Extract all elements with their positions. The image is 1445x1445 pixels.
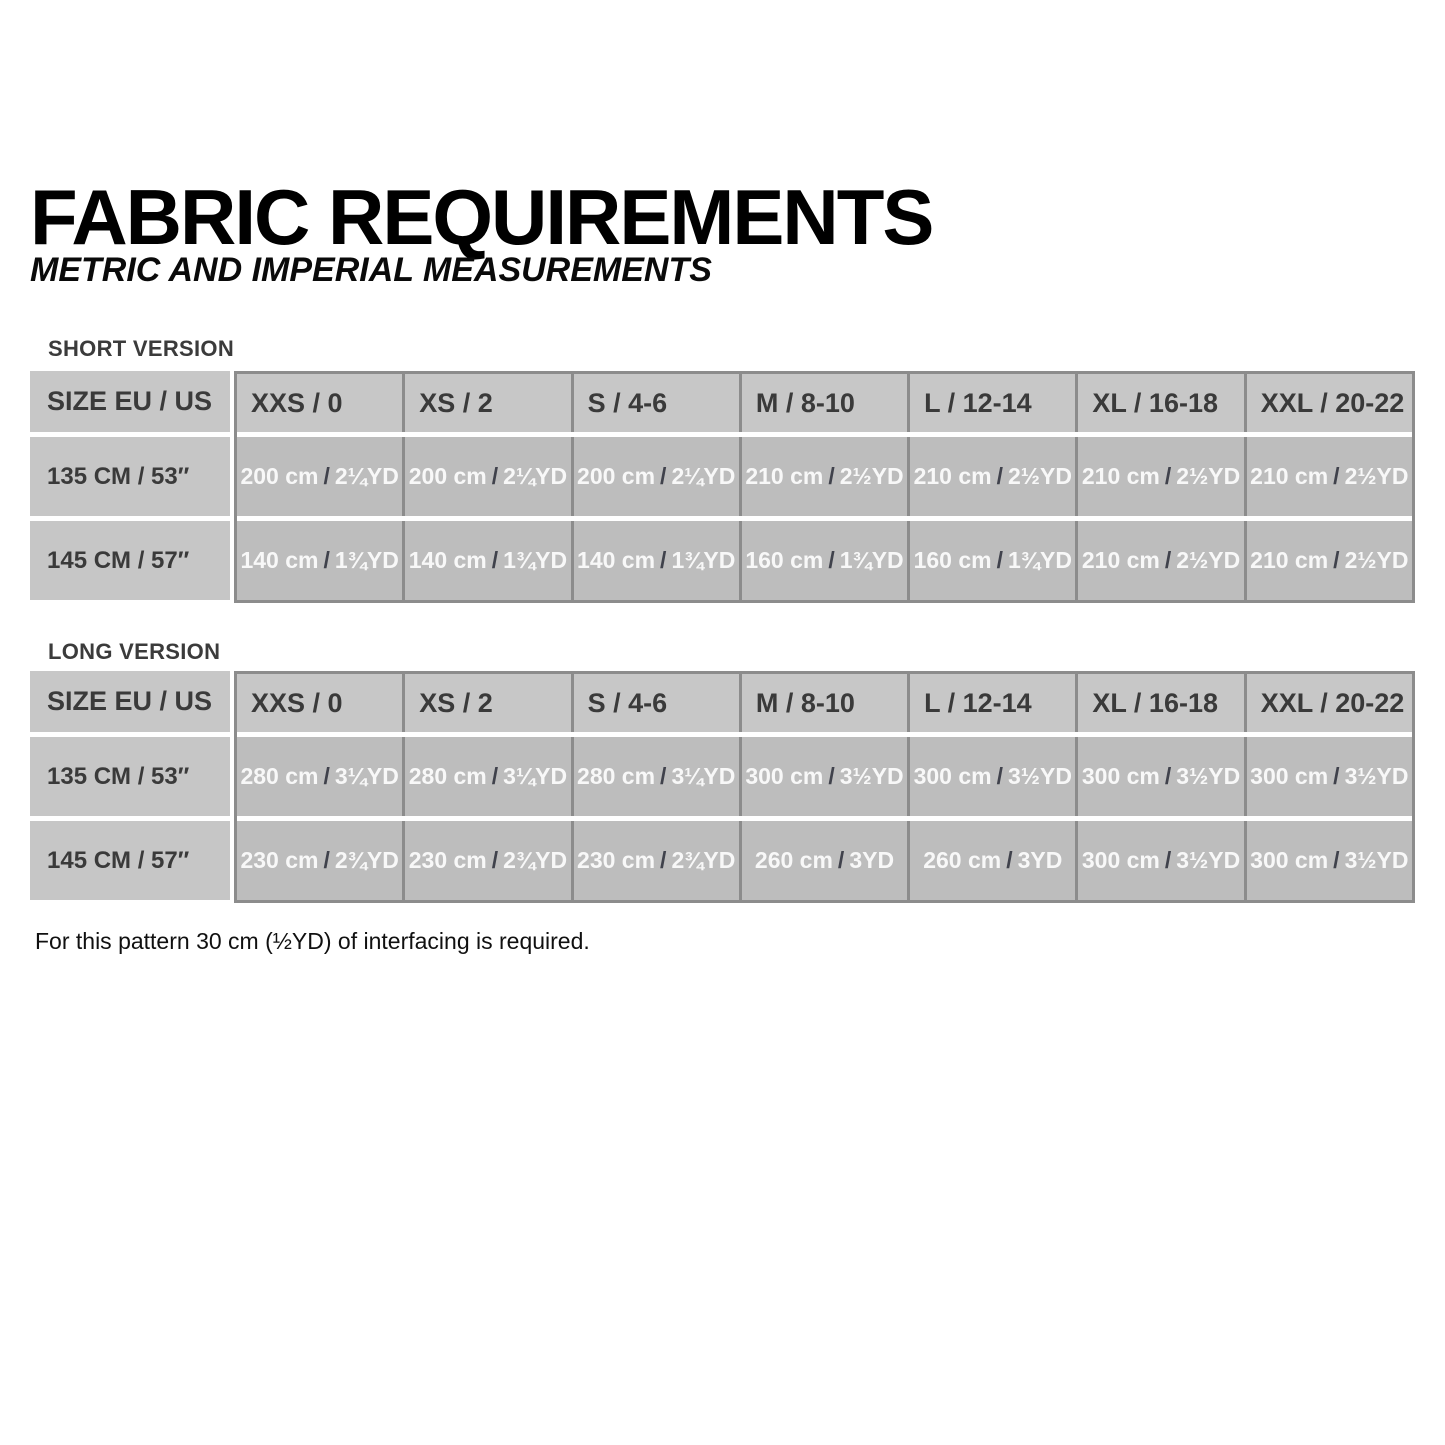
value-separator: / (1164, 763, 1172, 789)
imperial-value: 2½YD (839, 463, 904, 489)
value-separator: / (828, 763, 835, 789)
value-separator: / (996, 547, 1003, 573)
imperial-value: 3¼YD (671, 763, 736, 789)
imperial-value: 3½YD (1008, 763, 1072, 789)
metric-value: 300 cm (913, 763, 992, 789)
fabric-cell (574, 821, 742, 900)
imperial-value: 2¾YD (503, 847, 568, 873)
fabric-cell (237, 521, 405, 600)
fabric-cell (405, 437, 573, 516)
size-header-cell: XXS / 0 (237, 374, 405, 432)
imperial-value: 2¼YD (671, 463, 736, 489)
fabric-data-block (234, 671, 1415, 903)
size-header-cell: XXS / 0 (237, 674, 405, 732)
fabric-cell (742, 437, 910, 516)
fabric-cell (910, 821, 1078, 900)
size-header-row (237, 374, 1412, 432)
metric-value: 300 cm (745, 763, 824, 789)
imperial-value: 3½YD (1344, 847, 1409, 873)
fabric-cell (1078, 437, 1246, 516)
fabric-cell (1078, 737, 1246, 816)
value-separator: / (828, 547, 835, 573)
fabric-data-block (234, 371, 1415, 603)
imperial-value: 2¼YD (503, 463, 568, 489)
section-label-short-version: SHORT VERSION (48, 336, 235, 361)
fabric-cell (742, 521, 910, 600)
row-label-cell: 135 CM / 53″ (30, 437, 230, 516)
page-subtitle: METRIC AND IMPERIAL MEASUREMENTS (30, 251, 712, 290)
size-header-cell: L / 12-14 (910, 674, 1078, 732)
fabric-cell (1247, 437, 1412, 516)
value-separator: / (323, 463, 330, 489)
value-separator: / (1333, 463, 1340, 489)
size-header-cell: L / 12-14 (910, 374, 1078, 432)
metric-value: 160 cm (913, 547, 992, 573)
fabric-cell (405, 521, 573, 600)
imperial-value: 3YD (1017, 847, 1063, 873)
size-header-cell: M / 8-10 (742, 674, 910, 732)
imperial-value: 1¾YD (671, 547, 736, 573)
value-separator: / (660, 763, 667, 789)
metric-value: 140 cm (577, 547, 656, 573)
size-header-cell: XXL / 20-22 (1247, 674, 1412, 732)
value-separator: / (1006, 847, 1013, 873)
page-title: FABRIC REQUIREMENTS (30, 173, 933, 262)
metric-value: 210 cm (1250, 547, 1329, 573)
imperial-value: 2¾YD (334, 847, 399, 873)
imperial-value: 3¼YD (503, 763, 568, 789)
value-separator: / (837, 847, 845, 873)
metric-value: 210 cm (913, 463, 992, 489)
size-label-column (30, 671, 230, 900)
metric-value: 140 cm (408, 547, 487, 573)
fabric-table-long-version (30, 671, 1415, 903)
size-header-cell: S / 4-6 (574, 374, 742, 432)
fabric-table-short-version (30, 371, 1415, 603)
fabric-cell (910, 737, 1078, 816)
metric-value: 210 cm (1250, 463, 1329, 489)
fabric-row (237, 737, 1412, 816)
fabric-cell (1247, 821, 1412, 900)
metric-value: 210 cm (1081, 547, 1160, 573)
value-separator: / (1333, 847, 1340, 873)
fabric-cell (574, 521, 742, 600)
metric-value: 280 cm (408, 763, 487, 789)
size-header-cell: XL / 16-18 (1078, 374, 1246, 432)
value-separator: / (996, 463, 1003, 489)
imperial-value: 2½YD (1176, 547, 1241, 573)
fabric-cell (237, 437, 405, 516)
fabric-row (237, 437, 1412, 516)
fabric-cell (1078, 521, 1246, 600)
metric-value: 280 cm (240, 763, 319, 789)
fabric-cell (237, 737, 405, 816)
imperial-value: 3YD (849, 847, 895, 873)
imperial-value: 2¾YD (671, 847, 736, 873)
metric-value: 210 cm (1081, 463, 1160, 489)
fabric-cell (910, 437, 1078, 516)
value-separator: / (491, 847, 499, 873)
size-label-column (30, 371, 230, 600)
size-header-cell: XS / 2 (405, 674, 573, 732)
fabric-cell (742, 821, 910, 900)
imperial-value: 2½YD (1344, 547, 1409, 573)
imperial-value: 1¾YD (503, 547, 568, 573)
interfacing-footnote: For this pattern 30 cm (½YD) of interfacing is required. (35, 928, 590, 954)
row-label-cell: 145 CM / 57″ (30, 521, 230, 600)
value-separator: / (828, 463, 835, 489)
metric-value: 140 cm (240, 547, 319, 573)
fabric-cell (1247, 521, 1412, 600)
imperial-value: 2½YD (1176, 463, 1241, 489)
section-label-long-version: LONG VERSION (48, 639, 221, 664)
metric-value: 200 cm (577, 463, 656, 489)
value-separator: / (660, 463, 667, 489)
fabric-cell (405, 737, 573, 816)
imperial-value: 3¼YD (334, 763, 399, 789)
fabric-cell (405, 821, 573, 900)
value-separator: / (323, 763, 330, 789)
metric-value: 230 cm (577, 847, 656, 873)
metric-value: 200 cm (240, 463, 319, 489)
fabric-cell (1078, 821, 1246, 900)
value-separator: / (1164, 463, 1172, 489)
fabric-row (237, 521, 1412, 600)
metric-value: 300 cm (1081, 847, 1160, 873)
value-separator: / (660, 547, 667, 573)
metric-value: 280 cm (577, 763, 656, 789)
metric-value: 300 cm (1250, 847, 1329, 873)
imperial-value: 1¾YD (839, 547, 904, 573)
fabric-cell (742, 737, 910, 816)
size-header-cell: S / 4-6 (574, 674, 742, 732)
fabric-cell (1247, 737, 1412, 816)
metric-value: 210 cm (745, 463, 824, 489)
size-header-cell: XL / 16-18 (1078, 674, 1246, 732)
value-separator: / (1333, 763, 1340, 789)
value-separator: / (1164, 547, 1172, 573)
value-separator: / (660, 847, 667, 873)
imperial-value: 2¼YD (334, 463, 399, 489)
fabric-cell (574, 437, 742, 516)
metric-value: 260 cm (754, 847, 833, 873)
fabric-cell (910, 521, 1078, 600)
value-separator: / (491, 763, 499, 789)
metric-value: 230 cm (408, 847, 487, 873)
metric-value: 260 cm (923, 847, 1002, 873)
value-separator: / (1164, 847, 1172, 873)
value-separator: / (996, 763, 1003, 789)
imperial-value: 3½YD (1176, 847, 1241, 873)
imperial-value: 1¾YD (334, 547, 399, 573)
fabric-row (237, 821, 1412, 900)
imperial-value: 3½YD (1344, 763, 1409, 789)
metric-value: 300 cm (1081, 763, 1160, 789)
size-header-cell: XXL / 20-22 (1247, 374, 1412, 432)
metric-value: 160 cm (745, 547, 824, 573)
row-label-cell: 135 CM / 53″ (30, 737, 230, 816)
value-separator: / (323, 847, 330, 873)
corner-header-cell: SIZE EU / US (30, 371, 230, 432)
row-label-cell: 145 CM / 57″ (30, 821, 230, 900)
imperial-value: 3½YD (839, 763, 904, 789)
fabric-cell (237, 821, 405, 900)
value-separator: / (491, 463, 499, 489)
value-separator: / (491, 547, 499, 573)
corner-header-cell: SIZE EU / US (30, 671, 230, 732)
fabric-cell (574, 737, 742, 816)
metric-value: 200 cm (408, 463, 487, 489)
imperial-value: 3½YD (1176, 763, 1241, 789)
metric-value: 300 cm (1250, 763, 1329, 789)
value-separator: / (323, 547, 330, 573)
size-header-cell: XS / 2 (405, 374, 573, 432)
size-header-cell: M / 8-10 (742, 374, 910, 432)
imperial-value: 2½YD (1008, 463, 1072, 489)
metric-value: 230 cm (240, 847, 319, 873)
imperial-value: 2½YD (1344, 463, 1409, 489)
value-separator: / (1333, 547, 1340, 573)
size-header-row (237, 674, 1412, 732)
imperial-value: 1¾YD (1008, 547, 1072, 573)
